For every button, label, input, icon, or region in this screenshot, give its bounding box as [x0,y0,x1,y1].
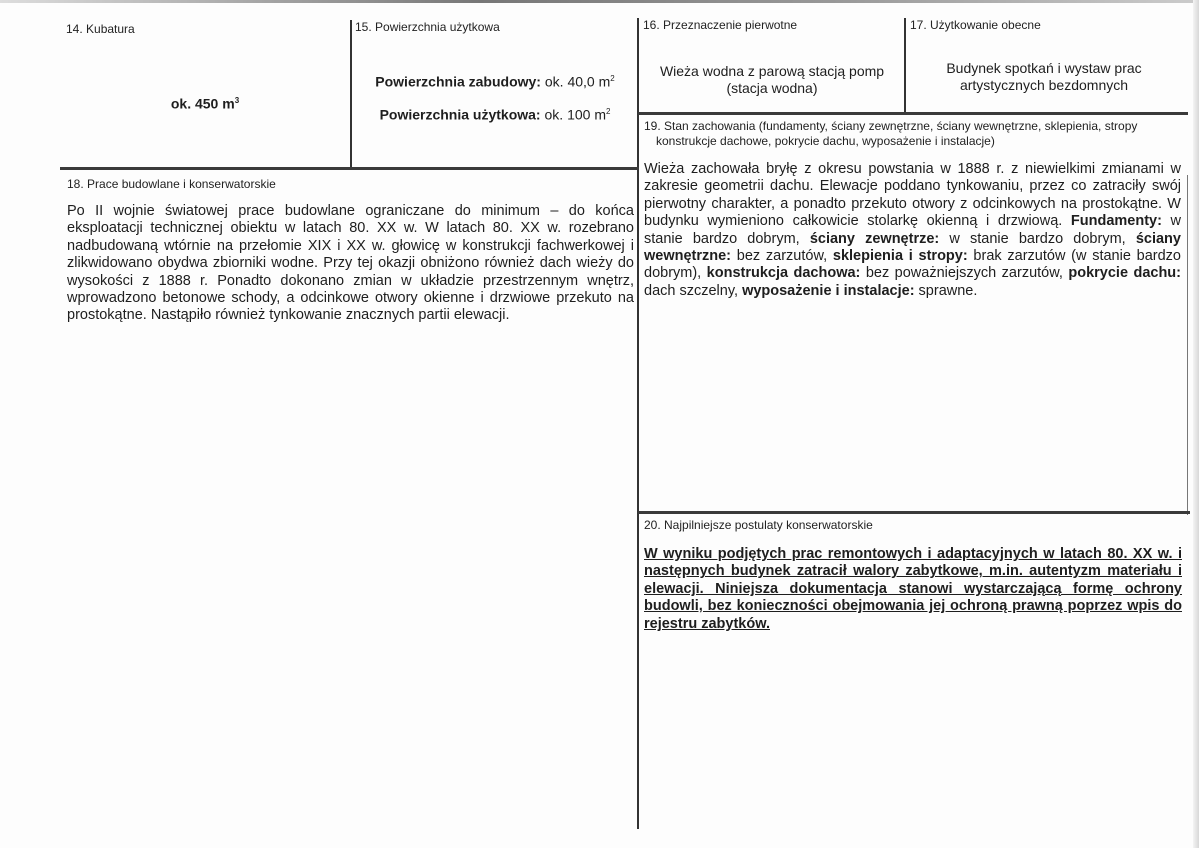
section-label [644,119,1137,149]
current-use [906,60,1182,94]
value: ok. 450 m [170,95,235,112]
text: brak zarzutów (w stanie bardzo dobrym), [644,248,1181,282]
line: Budynek spotkań i wystaw prac [946,60,1142,76]
section-label: 16. Przeznaczenie pierwotne [643,18,798,32]
exponent: 3 [234,96,240,105]
key: Powierzchnia zabudowy: [375,73,541,90]
original-purpose [640,63,904,97]
label-line: 19. Stan zachowania (fundamenty, ściany zewnętrzne, ściany wewnętrzne, sklepienia, stropy [644,119,1138,133]
scan-edge-top [0,0,1199,3]
text: w stanie bardzo dobrym, [644,213,1182,247]
area-built [353,70,637,91]
section-label: 17. Użytkowanie obecne [910,18,1041,32]
exponent: 2 [605,107,611,116]
section-label: 18. Prace budowlane i konserwatorskie [67,177,276,191]
key: Powierzchnia użytkowa: [379,106,541,123]
label-line: konstrukcje dachowe, pokrycie dachu, wyposażenie i instalacje) [656,134,995,148]
key: ściany wewnętrzne: [644,230,1181,265]
section-label: 20. Najpilniejsze postulaty konserwatorskie [644,518,873,532]
divider [637,18,639,829]
divider [1187,175,1188,515]
key: sklepienia i stropy: [832,248,968,265]
text: bez zarzutów, [731,248,833,265]
key: pokrycie dachu: [1068,265,1181,282]
text: Wieża zachowała bryłę z okresu powstania w 1888 r. z niewielkimi zmianami w zakresie geometrii dachu. Elewacje poddano tynkowaniu, przez co zatraciły swój pierwotny charakter, a ponadto przekuto otwory z odcinkowych na prostokątne. W budynku wymieniono całkowicie stolarkę okienną i drzwiową. [644,161,1181,230]
line: (stacja wodna) [726,80,818,96]
key: ściany zewnętrze: [809,230,940,247]
exponent: 2 [610,74,615,83]
postulates-text: W wyniku podjętych prac remontowych i adaptacyjnych w latach 80. XX w. i następnych budynek zatracił walory zabytkowe, m.in. autentyzm materiału i elewacji. Niniejsza dokumentacja stanowi wystarczającą formę ochrony budowli, bez konieczności obejmowania jej ochroną prawną poprzez wpis do rejestru zabytków. [644,546,1182,632]
kubatura-value [60,92,350,113]
divider [638,112,1188,115]
text: dach szczelny, [644,282,743,299]
area-usable [353,103,637,124]
value: ok. 40,0 m [540,73,611,90]
text: bez poważniejszych zarzutów, [860,265,1069,282]
line: artystycznych bezdomnych [959,77,1129,93]
divider [60,167,639,170]
line: Wieża wodna z parową stacją pomp [659,63,885,79]
key: Fundamenty: [1070,213,1162,230]
key: konstrukcja dachowa: [706,265,861,282]
divider [638,511,1190,514]
divider [350,20,352,170]
scan-edge-right [1193,0,1199,848]
key: wyposażenie i instalacje: [742,282,915,299]
section-label: 15. Powierzchnia użytkowa [355,20,500,34]
text: w stanie bardzo dobrym, [939,230,1136,247]
text: sprawne. [914,282,978,299]
works-text: Po II wojnie światowej prace budowlane ograniczane do minimum – do końca eksploatacji technicznej obiektu w latach 80. XX w. W latach 80. XX w. rozebrano nadbudowaną wtórnie na przełomie XIX i XX w. głowicę w konstrukcji fachwerkowej i zlikwidowano obydwa zbiorniki wodne. Przy tej okazji obniżono również dach wieży do wysokości z 1888 r. Ponadto dokonano zmian w układzie przestrzennym wnętrz, wprowadzono betonowe schody, a odcinkowe otwory okienne i drzwiowe przekuto na prostokątne. Nastąpiło również tynkowanie znacznych partii elewacji. [67,203,634,324]
condition-text [644,161,1181,300]
value: ok. 100 m [540,106,606,123]
section-label: 14. Kubatura [66,22,135,36]
